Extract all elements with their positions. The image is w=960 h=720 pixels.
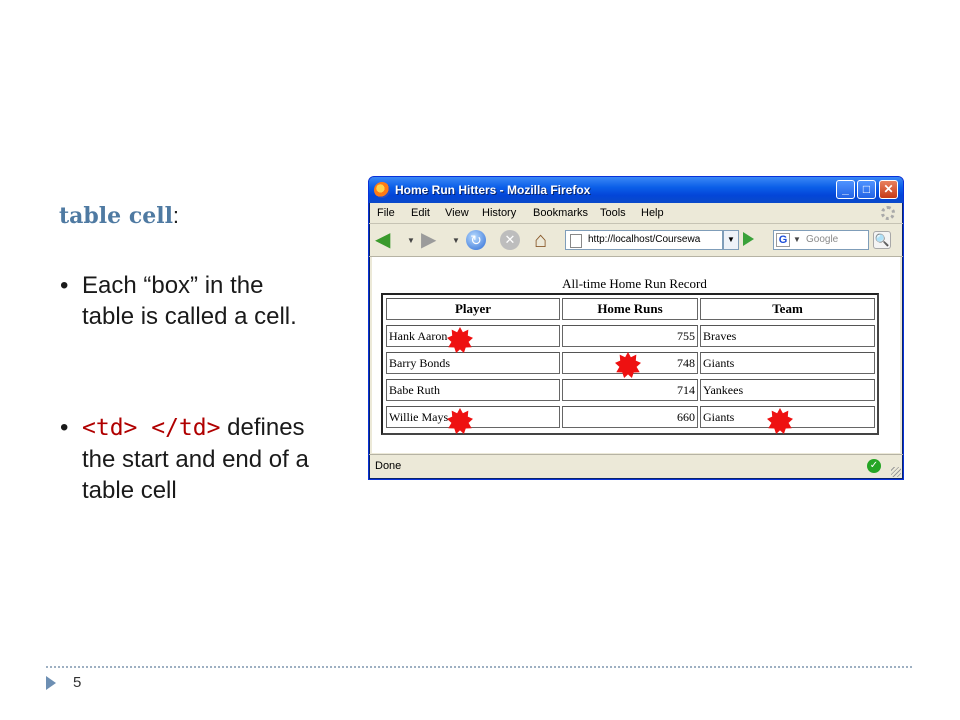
- minimize-button[interactable]: _: [836, 180, 855, 199]
- close-button[interactable]: ✕: [879, 180, 898, 199]
- menu-view[interactable]: View: [445, 207, 469, 219]
- menu-file[interactable]: File: [377, 207, 395, 219]
- address-text: http://localhost/Coursewa: [588, 234, 701, 245]
- checkmark-icon: ✓: [867, 459, 881, 473]
- page-number: 5: [73, 674, 82, 691]
- chevron-down-icon[interactable]: ▼: [793, 235, 801, 244]
- menu-bar: [369, 203, 903, 224]
- address-dropdown-icon[interactable]: ▼: [723, 230, 739, 250]
- menu-help[interactable]: Help: [641, 207, 664, 219]
- status-text: Done: [375, 460, 402, 472]
- term-heading: [59, 203, 179, 229]
- table-cell: Braves: [700, 325, 875, 347]
- chevron-down-icon[interactable]: ▼: [407, 236, 415, 245]
- google-icon[interactable]: G: [776, 233, 790, 247]
- table-cell: Hank Aaron: [386, 325, 560, 347]
- table-cell: 660: [562, 406, 698, 428]
- table-cell: Giants: [700, 352, 875, 374]
- go-arrow-icon[interactable]: [743, 232, 754, 246]
- table-cell: 748: [562, 352, 698, 374]
- page-icon: [570, 234, 582, 248]
- table-cell: 755: [562, 325, 698, 347]
- window-title: Home Run Hitters - Mozilla Firefox: [395, 183, 591, 197]
- bullet-dot: •: [60, 414, 69, 441]
- footer-divider: [46, 666, 912, 668]
- browser-window: [368, 176, 904, 480]
- bullet-dot: •: [60, 272, 69, 299]
- reload-icon[interactable]: ↻: [466, 230, 486, 250]
- bullet-content: [82, 412, 320, 506]
- bullet-text: defines the start and end of a table cell: [82, 414, 309, 504]
- menu-history[interactable]: History: [482, 207, 517, 219]
- bullet-cell-definition: [60, 270, 320, 332]
- menu-tools[interactable]: Tools: [600, 207, 626, 219]
- forward-arrow-icon[interactable]: ▶: [421, 229, 437, 251]
- search-icon[interactable]: 🔍: [874, 233, 890, 247]
- stop-icon[interactable]: ✕: [500, 230, 520, 250]
- navigation-toolbar: [369, 224, 903, 257]
- status-bar: [369, 454, 903, 479]
- chevron-down-icon[interactable]: ▼: [452, 236, 460, 245]
- throbber-icon: [881, 206, 895, 220]
- bullet-text: Each “box” in the table is called a cell.: [82, 272, 297, 330]
- td-code: <td> </td>: [82, 415, 221, 441]
- menu-bookmarks[interactable]: Bookmarks: [533, 207, 589, 219]
- header-team: Team: [700, 298, 875, 320]
- home-icon[interactable]: ⌂: [534, 227, 548, 252]
- table-caption: All-time Home Run Record: [562, 276, 707, 291]
- table-cell: Barry Bonds: [386, 352, 560, 374]
- menu-edit[interactable]: Edit: [411, 207, 430, 219]
- table-cell: Willie Mays: [386, 406, 560, 428]
- term-colon: :: [172, 203, 180, 228]
- table-cell: Yankees: [700, 379, 875, 401]
- table-cell: 714: [562, 379, 698, 401]
- back-arrow-icon[interactable]: ◀: [375, 229, 391, 251]
- footer-arrow-icon: [46, 676, 56, 690]
- resize-grip-icon[interactable]: [891, 467, 901, 477]
- firefox-logo-icon: [374, 182, 390, 198]
- search-input[interactable]: [773, 230, 869, 250]
- table-cell: Babe Ruth: [386, 379, 560, 401]
- header-home-runs: Home Runs: [562, 298, 698, 320]
- bullet-td-definition: [60, 412, 320, 506]
- address-bar[interactable]: [565, 230, 723, 250]
- title-bar: [369, 177, 903, 203]
- search-placeholder: Google: [806, 234, 839, 245]
- maximize-button[interactable]: □: [857, 180, 876, 199]
- header-player: Player: [386, 298, 560, 320]
- table-cell: Giants: [700, 406, 875, 428]
- term-text: table cell: [59, 203, 173, 229]
